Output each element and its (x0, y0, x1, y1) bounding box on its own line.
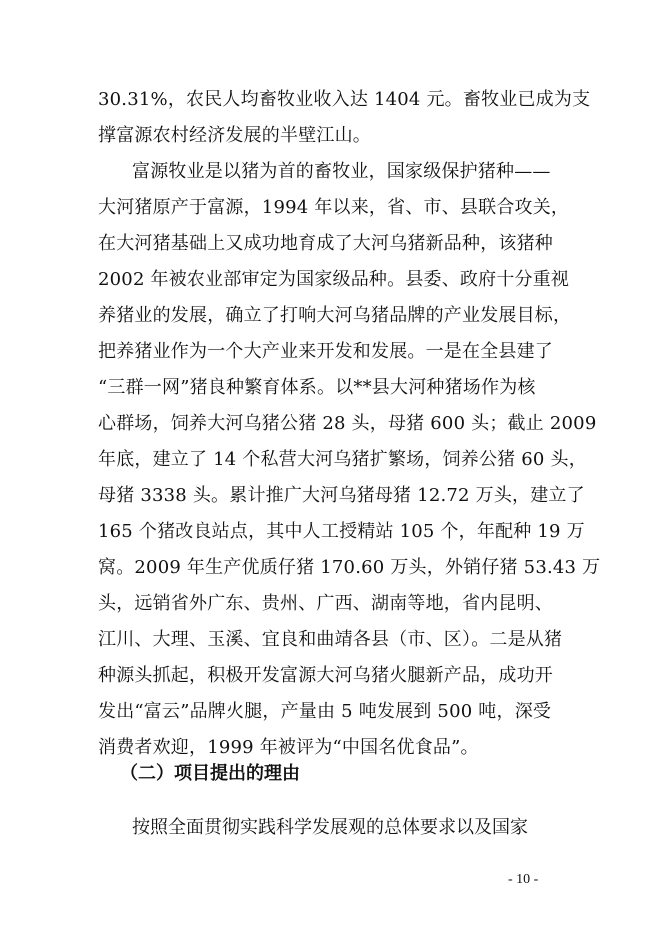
text-line: 年底，建立了 14 个私营大河乌猪扩繁场，饲养公猪 60 头， (98, 449, 587, 470)
text-line: 窝。2009 年生产优质仔猪 170.60 万头，外销仔猪 53.43 万 (98, 557, 601, 578)
text-line: 把养猪业作为一个大产业来开发和发展。一是在全县建了 (98, 341, 553, 362)
paragraph-start-line: 按照全面贯彻实践科学发展观的总体要求以及国家 (132, 817, 528, 838)
text-line: 母猪 3338 头。累计推广大河乌猪母猪 12.72 万头，建立了 (98, 485, 585, 506)
text-line: 大河猪原产于富源，1994 年以来，省、市、县联合攻关， (98, 197, 570, 218)
text-line: 养猪业的发展，确立了打响大河乌猪品牌的产业发展目标， (98, 305, 572, 326)
text-line: 30.31%，农民人均畜牧业收入达 1404 元。畜牧业已成为支 (98, 89, 591, 110)
text-line: 撑富源农村经济发展的半壁江山。 (98, 125, 371, 146)
text-line: 心群场，饲养大河乌猪公猪 28 头，母猪 600 头；截止 2009 (98, 413, 597, 434)
text-line: 2002 年被农业部审定为国家级品种。县委、政府十分重视 (98, 269, 570, 290)
text-line: “三群一网”猪良种繁育体系。以**县大河种猪场作为核 (98, 377, 536, 398)
page-number: - 10 - (508, 872, 539, 887)
text-line: 江川、大理、玉溪、宜良和曲靖各县（市、区）。二是从猪 (98, 629, 563, 650)
text-line: 种源头抓起，积极开发富源大河乌猪火腿新产品，成功开 (98, 665, 553, 686)
paragraph-start-line: 富源牧业是以猪为首的畜牧业，国家级保护猪种—— (132, 161, 551, 182)
section-heading: （二）项目提出的理由 (120, 763, 300, 784)
text-line: 在大河猪基础上又成功地育成了大河乌猪新品种，该猪种 (98, 233, 553, 254)
text-line: 头，远销省外广东、贵州、广西、湖南等地，省内昆明、 (98, 593, 553, 614)
text-line: 消费者欢迎，1999 年被评为“中国名优食品”。 (98, 737, 479, 758)
text-line: 165 个猪改良站点，其中人工授精站 105 个，年配种 19 万 (98, 521, 585, 542)
text-line: 发出“富云”品牌火腿，产量由 5 吨发展到 500 吨，深受 (98, 701, 552, 722)
